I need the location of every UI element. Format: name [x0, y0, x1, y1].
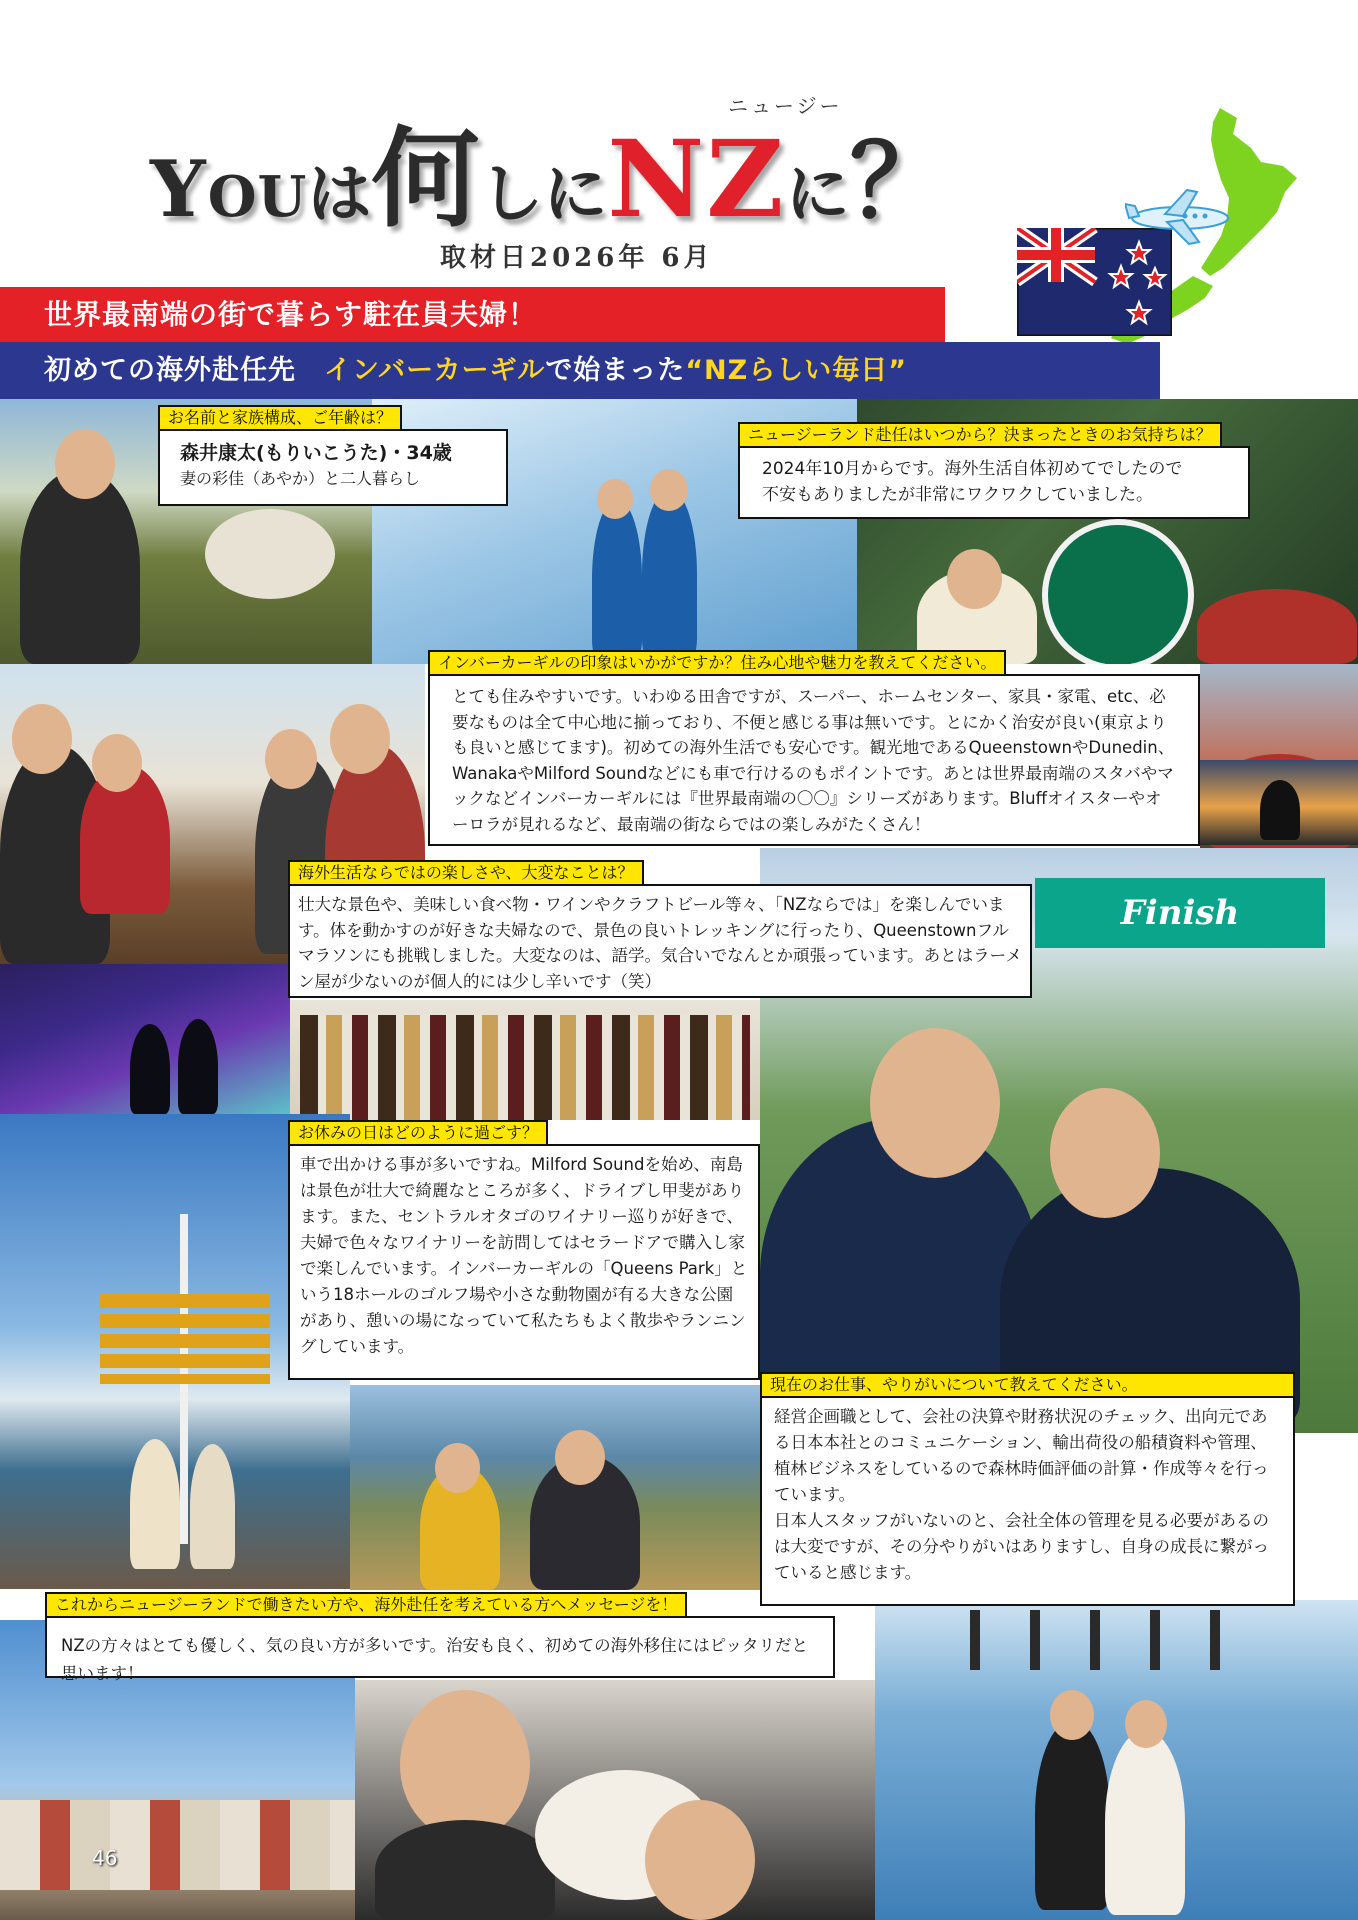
title-shini: しに	[479, 157, 608, 232]
work-answer-para2: 日本人スタッフがいないのと、会社全体の管理を見る必要があるのは大変ですが、その分やりがいはありますし、自身の成長に繋がっていると感じます。	[774, 1511, 1269, 1582]
title-ruby: ニュージー	[728, 94, 843, 118]
photo-sunset-jump	[1200, 760, 1358, 845]
subheadline-part2: インバーカーギル	[324, 355, 546, 386]
start-answer-line2: 不安もありましたが非常にワクワクしていました。	[762, 485, 1153, 505]
subheadline-part1: 初めての海外赴任先	[44, 355, 324, 386]
interview-date: 取材日2026年 6月	[440, 243, 714, 273]
subheadline-banner	[0, 342, 1160, 399]
profile-name: 森井康太(もりいこうた)・34歳	[180, 442, 452, 464]
message-answer-text: NZの方々はとても優しく、気の良い方が多いです。治安も良く、初めての海外移住にはピッタリだと思います！	[61, 1636, 809, 1683]
impression-answer	[428, 674, 1200, 846]
fun-answer	[288, 884, 1032, 998]
title-you-initial: Y	[150, 144, 208, 235]
impression-answer-text: とても住みやすいです。いわゆる田舎ですが、スーパー、ホームセンター、家具・家電、etc、必要なものは全て中心地に揃っており、不便と感じる事は無いです。とにかく治安が良い(東京よりも良いと感じてます)。初めての海外生活でも安心です。観光地であるQueenstownやDunedin、WanakaやMilford Soundなどにも車で行けるのもポイントです。あとは世界最南端のスタバやマックなどインバーカーギルには『世界最南端の〇〇』シリーズがあります。Bluffオイスターやオーロラが見れるなど、最南端の街ならではの楽しみがたくさん！	[452, 687, 1175, 834]
page-number: 46	[92, 1846, 118, 1870]
impression-question: インバーカーギルの印象はいかがですか？住み心地や魅力を教えてください。	[428, 650, 1006, 676]
holiday-question: お休みの日はどのように過ごす？	[288, 1120, 548, 1146]
photo-aurora	[0, 964, 290, 1114]
holiday-answer	[288, 1144, 760, 1380]
profile-question: お名前と家族構成、ご年齢は？	[158, 405, 402, 431]
start-question: ニュージーランド赴任はいつから？決まったときのお気持ちは？	[738, 422, 1222, 448]
title-ha: は	[307, 157, 372, 232]
headline-banner: 世界最南端の街で暮らす駐在員夫婦！	[0, 287, 945, 342]
title-nz: NZ	[607, 116, 786, 241]
start-answer-line1: 2024年10月からです。海外生活自体初めてでしたので	[762, 459, 1183, 479]
photo-bluff-oysters	[355, 1680, 875, 1920]
subheadline-part3: で始まった	[545, 355, 686, 386]
finish-sign: Finish	[1035, 878, 1325, 948]
title-nani: 何	[371, 116, 480, 242]
start-answer	[738, 446, 1250, 519]
work-question: 現在のお仕事、やりがいについて教えてください。	[760, 1372, 1295, 1398]
work-answer-para1: 経営企画職として、会社の決算や財務状況のチェック、出向元である日本本社とのコミュニケーション、輸出荷役の船積資料や管理、植林ビジネスをしているので森林時価評価の計算・作成等々を行っています。	[774, 1407, 1269, 1504]
photo-wine-bottles	[290, 1000, 760, 1120]
subheadline-part4: “NZらしい毎日”	[685, 355, 907, 386]
work-answer	[760, 1396, 1295, 1606]
title-question-mark: ？	[849, 122, 950, 240]
fun-answer-text: 壮大な景色や、美味しい食べ物・ワインやクラフトビール等々、「NZならでは」を楽しんでいます。体を動かすのが好きな夫婦なので、景色の良いトレッキングに行ったり、Queenstownフルマラソンにも挑戦しました。大変なのは、語学。気合いでなんとか頑張っています。あとはラーメン屋が少ないのが個人的には少し辛いです（笑）	[298, 895, 1022, 991]
message-answer	[45, 1616, 835, 1683]
holiday-answer-text: 車で出かける事が多いですね。Milford Soundを始め、南島は景色が壮大で綺麗なところが多く、ドライブし甲斐があります。また、セントラルオタゴのワイナリー巡りが好きで、夫婦で色々なワイナリーを訪問してはセラードアで購入し家で楽しんでいます。インバーカーギルの「Queens Park」という18ホールのゴルフ場や小さな動物園が有る大きな公園があり、憩いの場になっていて私たちもよく散歩やランニングしています。	[300, 1155, 748, 1356]
airplane-icon	[1125, 188, 1235, 246]
profile-answer	[158, 429, 508, 506]
photo-lake-jetty	[875, 1600, 1358, 1920]
title-ni: に	[785, 157, 850, 232]
photo-roys-peak	[350, 1385, 760, 1590]
fun-question: 海外生活ならではの楽しさや、大変なことは？	[288, 860, 644, 886]
profile-family: 妻の彩佳（あやか）と二人暮らし	[180, 469, 421, 488]
title-you-rest: OU	[207, 164, 308, 230]
message-question: これからニュージーランドで働きたい方や、海外赴任を考えている方へメッセージを！	[45, 1592, 687, 1618]
